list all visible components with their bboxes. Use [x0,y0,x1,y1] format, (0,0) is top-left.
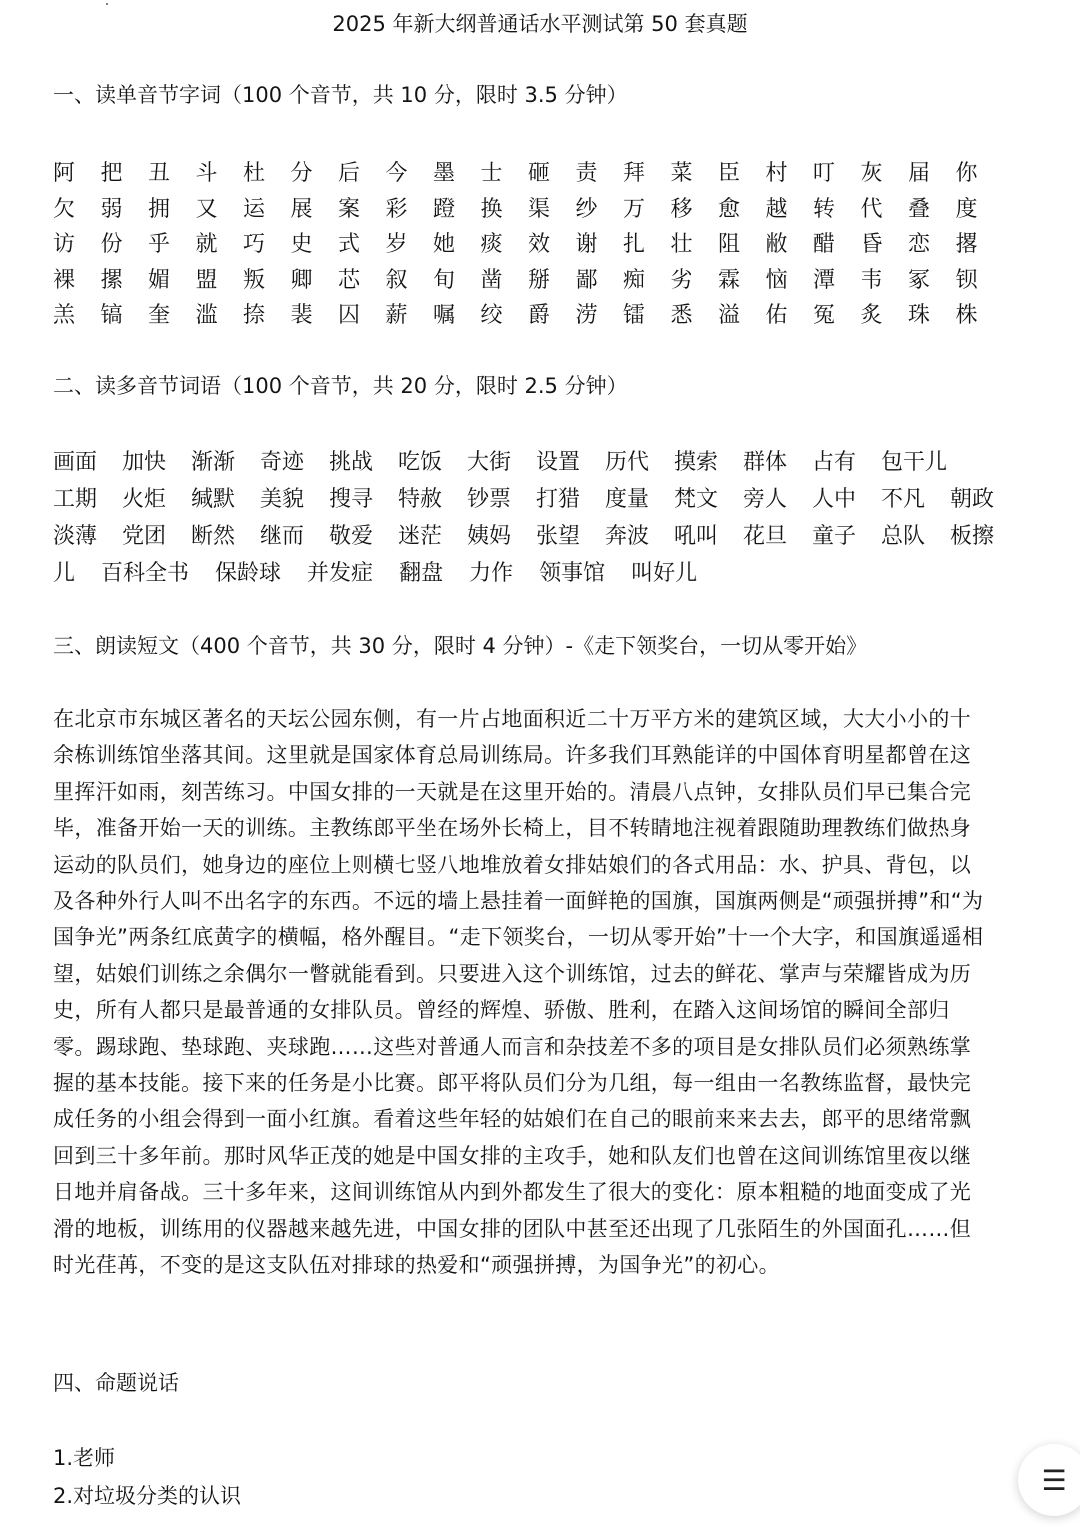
word-item: 翻盘 [399,561,444,586]
char-cell: 滥 [195,303,218,328]
single-char-grid [53,156,1013,334]
word-item: 钞票 [467,487,512,512]
topic-2: 2.对垃圾分类的认识 [53,1484,242,1508]
char-cell: 奎 [148,303,171,328]
char-cell: 摞 [100,267,123,293]
char-cell: 弱 [100,196,123,222]
word-item: 百科全书 [101,561,190,586]
char-cell: 叙 [385,267,408,293]
char-cell: 掰 [528,267,551,293]
word-item: 摸索 [674,450,719,475]
word-item: 搜寻 [329,487,374,512]
char-cell: 捺 [243,303,266,328]
section4-heading: 四、命题说话 [53,1371,179,1395]
char-cell: 纱 [575,196,598,222]
char-cell: 痴 [623,267,646,293]
char-cell: 展 [290,196,313,222]
page-title: 2025 年新大纲普通话水平测试第 50 套真题 [332,12,748,36]
menu-button[interactable] [1018,1444,1080,1516]
char-cell: 效 [528,232,551,257]
char-cell: 欠 [53,196,76,222]
word-item: 度量 [605,487,650,512]
char-cell: 式 [338,232,361,257]
char-cell: 裴 [290,303,313,328]
char-cell: 墨 [433,161,456,186]
word-item: 力作 [469,561,514,586]
section3-heading: 三、朗读短文（400 个音节，共 30 分，限时 4 分钟）-《走下领奖台，一切从零开始》 [53,634,868,658]
char-cell: 代 [860,196,883,222]
char-cell: 愈 [718,196,741,222]
char-cell: 万 [623,196,646,222]
char-cell: 蹬 [433,196,456,222]
word-item: 儿 [53,561,76,586]
char-cell: 度 [955,196,978,222]
char-cell: 巧 [243,232,266,257]
char-cell: 壮 [670,232,693,257]
word-item: 火炬 [122,487,167,512]
word-row-2 [53,481,1019,518]
topic-1: 1.老师 [53,1446,116,1470]
char-cell: 彩 [385,196,408,222]
word-item: 党团 [122,524,167,549]
char-cell: 丑 [148,161,171,186]
word-item: 渐渐 [191,450,236,475]
word-item: 打猎 [536,487,581,512]
char-cell: 移 [670,196,693,222]
reading-passage: 在北京市东城区著名的天坛公园东侧，有一片占地面积近二十万平方米的建筑区域，大大小小的十余栋训练馆坐落其间。这里就是国家体育总局训练局。许多我们耳熟能详的中国体育明星都曾在这里挥汗如雨，刻苦练习。中国女排的一天就是在这里开始的。清晨八点钟，女排队员们早已集合完毕，准备开始一天的训练。主教练郎平坐在场外长椅上，目不转睛地注视着跟随助理教练们做热身运动的队员们，她身边的座位上则横七竖八地堆放着女排姑娘们的各式用品：水、护具、背包，以及各种外行人叫不出名字的东西。不远的墙上悬挂着一面鲜艳的国旗，国旗两侧是“顽强拼搏”和“为国争光”两条红底黄字的横幅，格外醒目。“走下领奖台，一切从零开始”十一个大字，和国旗遥遥相望，姑娘们训练之余偶尔一瞥就能看到。只要进入这个训练馆，过去的鲜花、掌声与荣耀皆成为历史，所有人都只是最普通的女排队员。曾经的辉煌、骄傲、胜利，在踏入这间场馆的瞬间全部归零。踢球跑、垫球跑、夹球跑……这些对普通人而言和杂技差不多的项目是女排队员们必须熟练掌握的基本技能。接下来的任务是小比赛。郎平将队员们分为几组，每一组由一名教练监督，最快完成任务的小组会得到一面小红旗。看着这些年轻的姑娘们在自己的眼前来来去去，郎平的思绪常飘回到三十多年前。那时风华正茂的她是中国女排的主攻手，她和队友们也曾在这间训练馆里夜以继日地并肩备战。三十多年来，这间训练馆从内到外都发生了很大的变化：原本粗糙的地面变成了光滑的地板，训练用的仪器越来越先进，中国女排的团队中甚至还出现了几张陌生的外国面孔……但时光荏苒，不变的是这支队伍对排球的热爱和“顽强拼搏，为国争光”的初心。 [53,707,984,1278]
word-item: 叫好儿 [631,561,698,586]
word-item: 缄默 [191,487,236,512]
word-item: 断然 [191,524,236,549]
char-cell: 卿 [290,267,313,293]
char-cell: 佑 [765,303,788,328]
word-item: 敬爱 [329,524,374,549]
char-cell: 菜 [670,161,693,186]
word-item: 设置 [536,450,581,475]
char-cell: 韦 [860,267,883,293]
char-cell: 她 [433,232,456,257]
word-item: 奔波 [605,524,650,549]
char-cell: 岁 [385,232,408,257]
char-cell: 嘱 [433,303,456,328]
char-cell: 盟 [195,267,218,293]
char-cell: 涝 [575,303,598,328]
word-item: 领事馆 [539,561,606,586]
char-cell: 冢 [908,267,931,293]
word-item: 包干儿 [881,450,948,475]
word-item: 姨妈 [467,524,512,549]
char-cell: 拥 [148,196,171,222]
char-cell: 悉 [670,303,693,328]
char-cell: 霖 [718,267,741,293]
char-cell: 拜 [623,161,646,186]
section1-heading: 一、读单音节字词（100 个音节，共 10 分，限时 3.5 分钟） [53,83,628,107]
char-cell: 羔 [53,303,76,328]
word-item: 特赦 [398,487,443,512]
char-cell: 裸 [53,267,76,293]
char-cell: 旬 [433,267,456,293]
char-cell: 媚 [148,267,171,293]
char-cell: 冤 [813,303,836,328]
char-cell: 镐 [100,303,123,328]
word-item: 童子 [812,524,857,549]
char-cell: 届 [908,161,931,186]
char-cell: 转 [813,196,836,222]
char-cell: 钡 [955,267,978,293]
word-item: 群体 [743,450,788,475]
menu-icon: ☰ [1041,1463,1067,1497]
word-item: 保龄球 [215,561,282,586]
word-item: 吼叫 [674,524,719,549]
char-cell: 囚 [338,303,361,328]
word-item: 挑战 [329,450,374,475]
char-cell: 恋 [908,232,931,257]
char-cell: 运 [243,196,266,222]
char-cell: 醋 [813,232,836,257]
word-item: 迷茫 [398,524,443,549]
char-cell: 又 [195,196,218,222]
char-cell: 村 [765,161,788,186]
word-item: 总队 [881,524,926,549]
char-cell: 阻 [718,232,741,257]
char-cell: 分 [290,161,313,186]
word-item: 旁人 [743,487,788,512]
word-item: 加快 [122,450,167,475]
char-cell: 扎 [623,232,646,257]
char-cell: 鄙 [575,267,598,293]
word-item: 继而 [260,524,305,549]
char-cell: 敝 [765,232,788,257]
char-cell: 案 [338,196,361,222]
word-item: 奇迹 [260,450,305,475]
char-cell: 史 [290,232,313,257]
char-cell: 乎 [148,232,171,257]
word-row-1 [53,444,950,481]
char-cell: 镭 [623,303,646,328]
char-cell: 绞 [480,303,503,328]
char-cell: 臣 [718,161,741,186]
char-cell: 爵 [528,303,551,328]
char-cell: 叠 [908,196,931,222]
char-cell: 灰 [860,161,883,186]
char-cell: 潭 [813,267,836,293]
word-item: 板擦 [950,524,995,549]
char-cell: 劣 [670,267,693,293]
char-cell: 薪 [385,303,408,328]
word-item: 画面 [53,450,98,475]
char-cell: 溢 [718,303,741,328]
word-item: 大街 [467,450,512,475]
word-item: 工期 [53,487,98,512]
char-cell: 阿 [53,161,76,186]
word-item: 美貌 [260,487,305,512]
char-cell: 今 [385,161,408,186]
section2-heading: 二、读多音节词语（100 个音节，共 20 分，限时 2.5 分钟） [53,374,628,398]
char-cell: 昏 [860,232,883,257]
char-cell: 叮 [813,161,836,186]
char-cell: 撂 [955,232,978,257]
char-cell: 把 [100,161,123,186]
char-cell: 叛 [243,267,266,293]
char-cell: 士 [480,161,503,186]
char-cell: 后 [338,161,361,186]
word-row-4 [53,555,723,592]
char-cell: 芯 [338,267,361,293]
word-item: 淡薄 [53,524,98,549]
char-cell: 换 [480,196,503,222]
char-cell: 炙 [860,303,883,328]
word-item: 占有 [812,450,857,475]
word-row-3 [53,518,1019,555]
char-cell: 珠 [908,303,931,328]
char-cell: 痰 [480,232,503,257]
char-cell: 恼 [765,267,788,293]
char-cell: 渠 [528,196,551,222]
word-item: 人中 [812,487,857,512]
word-item: 吃饭 [398,450,443,475]
char-cell: 谢 [575,232,598,257]
corner-mark [106,3,108,5]
char-cell: 株 [955,303,978,328]
word-item: 张望 [536,524,581,549]
char-cell: 你 [955,161,978,186]
word-item: 并发症 [307,561,374,586]
word-item: 朝政 [950,487,995,512]
word-item: 花旦 [743,524,788,549]
char-cell: 斗 [195,161,218,186]
word-item: 梵文 [674,487,719,512]
char-cell: 越 [765,196,788,222]
char-cell: 杜 [243,161,266,186]
char-cell: 访 [53,232,76,257]
char-cell: 责 [575,161,598,186]
char-cell: 凿 [480,267,503,293]
char-cell: 份 [100,232,123,257]
word-item: 不凡 [881,487,926,512]
char-cell: 就 [195,232,218,257]
word-item: 历代 [605,450,650,475]
char-cell: 砸 [528,161,551,186]
